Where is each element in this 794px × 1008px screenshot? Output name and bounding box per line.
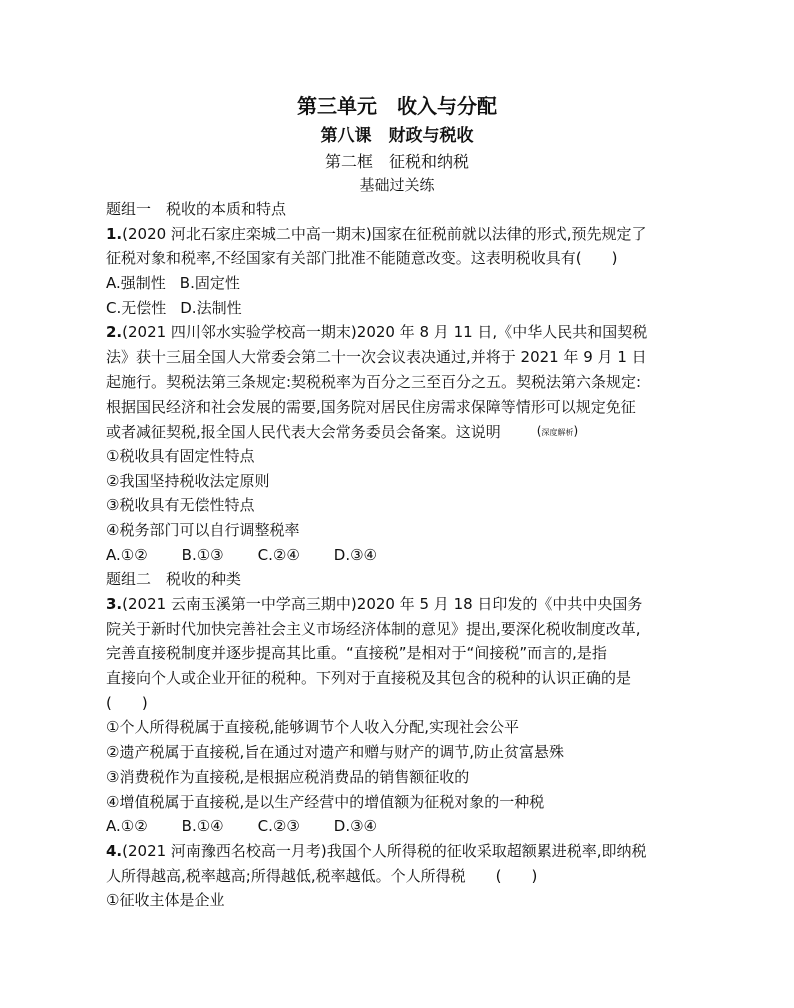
question-3-line-3: 完善直接税制度并逐步提高其比重。“直接税”是相对于“间接税”而言的,是指 [106,644,607,663]
deep-analysis-tag-label: 深度解析 [541,428,574,438]
question-3-options [106,814,696,839]
question-3-statement-1: ①个人所得税属于直接税,能够调节个人收入分配,实现社会公平 [106,718,519,737]
question-4-statement-1: ①征收主体是企业 [106,891,225,910]
question-2-option-a: A.①② [106,545,148,564]
question-2-statement-3: ③税收具有无偿性特点 [106,496,255,515]
question-2-number: 2. [106,323,123,342]
question-3-line-2: 院关于新时代加快完善社会主义市场经济体制的意见》提出,要深化税收制度改革, [106,619,641,638]
group-heading-1: 题组一 税收的本质和特点 [106,200,287,218]
question-2-options [106,543,696,568]
question-2-line-5 [106,419,696,444]
section-title: 第二框 征税和纳税 [324,152,469,171]
question-1-text-1: (2020 河北石家庄栾城二中高一期末)国家在征税前就以法律的形式,预先规定了 [122,224,647,243]
question-2-line-2: 法》获十三届全国人大常委会第二十一次会议表决通过,并将于 2021 年 9 月 1 日 [106,348,647,367]
question-1-options-row-2 [106,296,696,321]
question-3-option-c: C.②③ [257,817,300,836]
question-3-option-b: B.①④ [181,817,224,836]
question-1-option-d: D.法制性 [180,298,242,317]
question-2-option-b: B.①③ [181,545,224,564]
question-3-line-4: 直接向个人或企业开征的税种。下列对于直接税及其包含的税种的认识正确的是 [106,669,632,688]
question-4-line-2: 人所得越高,税率越高;所得越低,税率越低。个人所得税 ( ) [106,866,538,885]
question-1-line-2: 征税对象和税率,不经国家有关部门批准不能随意改变。这表明税收具有( ) [106,249,618,268]
lesson-title: 第八课 财政与税收 [320,126,474,146]
question-1-number: 1. [106,224,123,243]
question-4-line-1 [106,839,696,864]
deep-analysis-tag: (深度解析) [536,424,579,439]
question-2-line-4: 根据国民经济和社会发展的需要,国务院对居民住房需求保障等情形可以规定免征 [106,397,636,416]
question-2-option-c: C.②④ [257,545,300,564]
question-1-option-b: B.固定性 [179,274,240,293]
question-2-statement-1: ①税收具有固定性特点 [106,446,255,465]
question-3-statement-2: ②遗产税属于直接税,旨在通过对遗产和赠与财产的调节,防止贫富悬殊 [106,743,564,762]
question-2-line-3: 起施行。契税法第三条规定:契税税率为百分之三至百分之五。契税法第六条规定: [106,372,642,391]
question-3-text-1: (2021 云南玉溪第一中学高三期中)2020 年 5 月 18 日印发的《中共中央国务 [122,595,643,613]
question-3-statement-4: ④增值税属于直接税,是以生产经营中的增值额为征税对象的一种税 [106,792,545,811]
question-4-text-1: (2021 河南豫西名校高一月考)我国个人所得税的征收采取超额累进税率,即纳税 [122,841,647,860]
question-3-line-1 [106,592,696,617]
question-3-option-d: D.③④ [333,817,377,836]
question-2-statement-2: ②我国坚持税收法定原则 [106,471,270,490]
question-3-number: 3. [106,595,123,613]
question-1-options-row-1 [106,271,696,296]
question-1-option-c: C.无偿性 [106,298,167,317]
question-3-line-5: ( ) [106,693,148,712]
question-2-text-5: 或者减征契税,报全国人民代表大会常务委员会备案。这说明 [106,423,501,442]
unit-title: 第三单元 收入与分配 [297,94,497,118]
question-2-option-d: D.③④ [333,545,377,564]
practice-title: 基础过关练 [359,176,435,194]
question-2-text-1: (2021 四川邻水实验学校高一期末)2020 年 8 月 11 日,《中华人民共和国契税 [122,323,648,342]
question-2-line-1 [106,320,696,345]
question-1-line-1 [106,222,696,247]
question-2-statement-4: ④税务部门可以自行调整税率 [106,520,300,539]
question-4-number: 4. [106,841,123,860]
question-1-option-a: A.强制性 [106,274,166,293]
question-3-option-a: A.①② [106,817,148,836]
group-heading-2: 题组二 税收的种类 [106,570,242,589]
question-list [106,197,696,913]
question-3-statement-3: ③消费税作为直接税,是根据应税消费品的销售额征收的 [106,767,470,786]
